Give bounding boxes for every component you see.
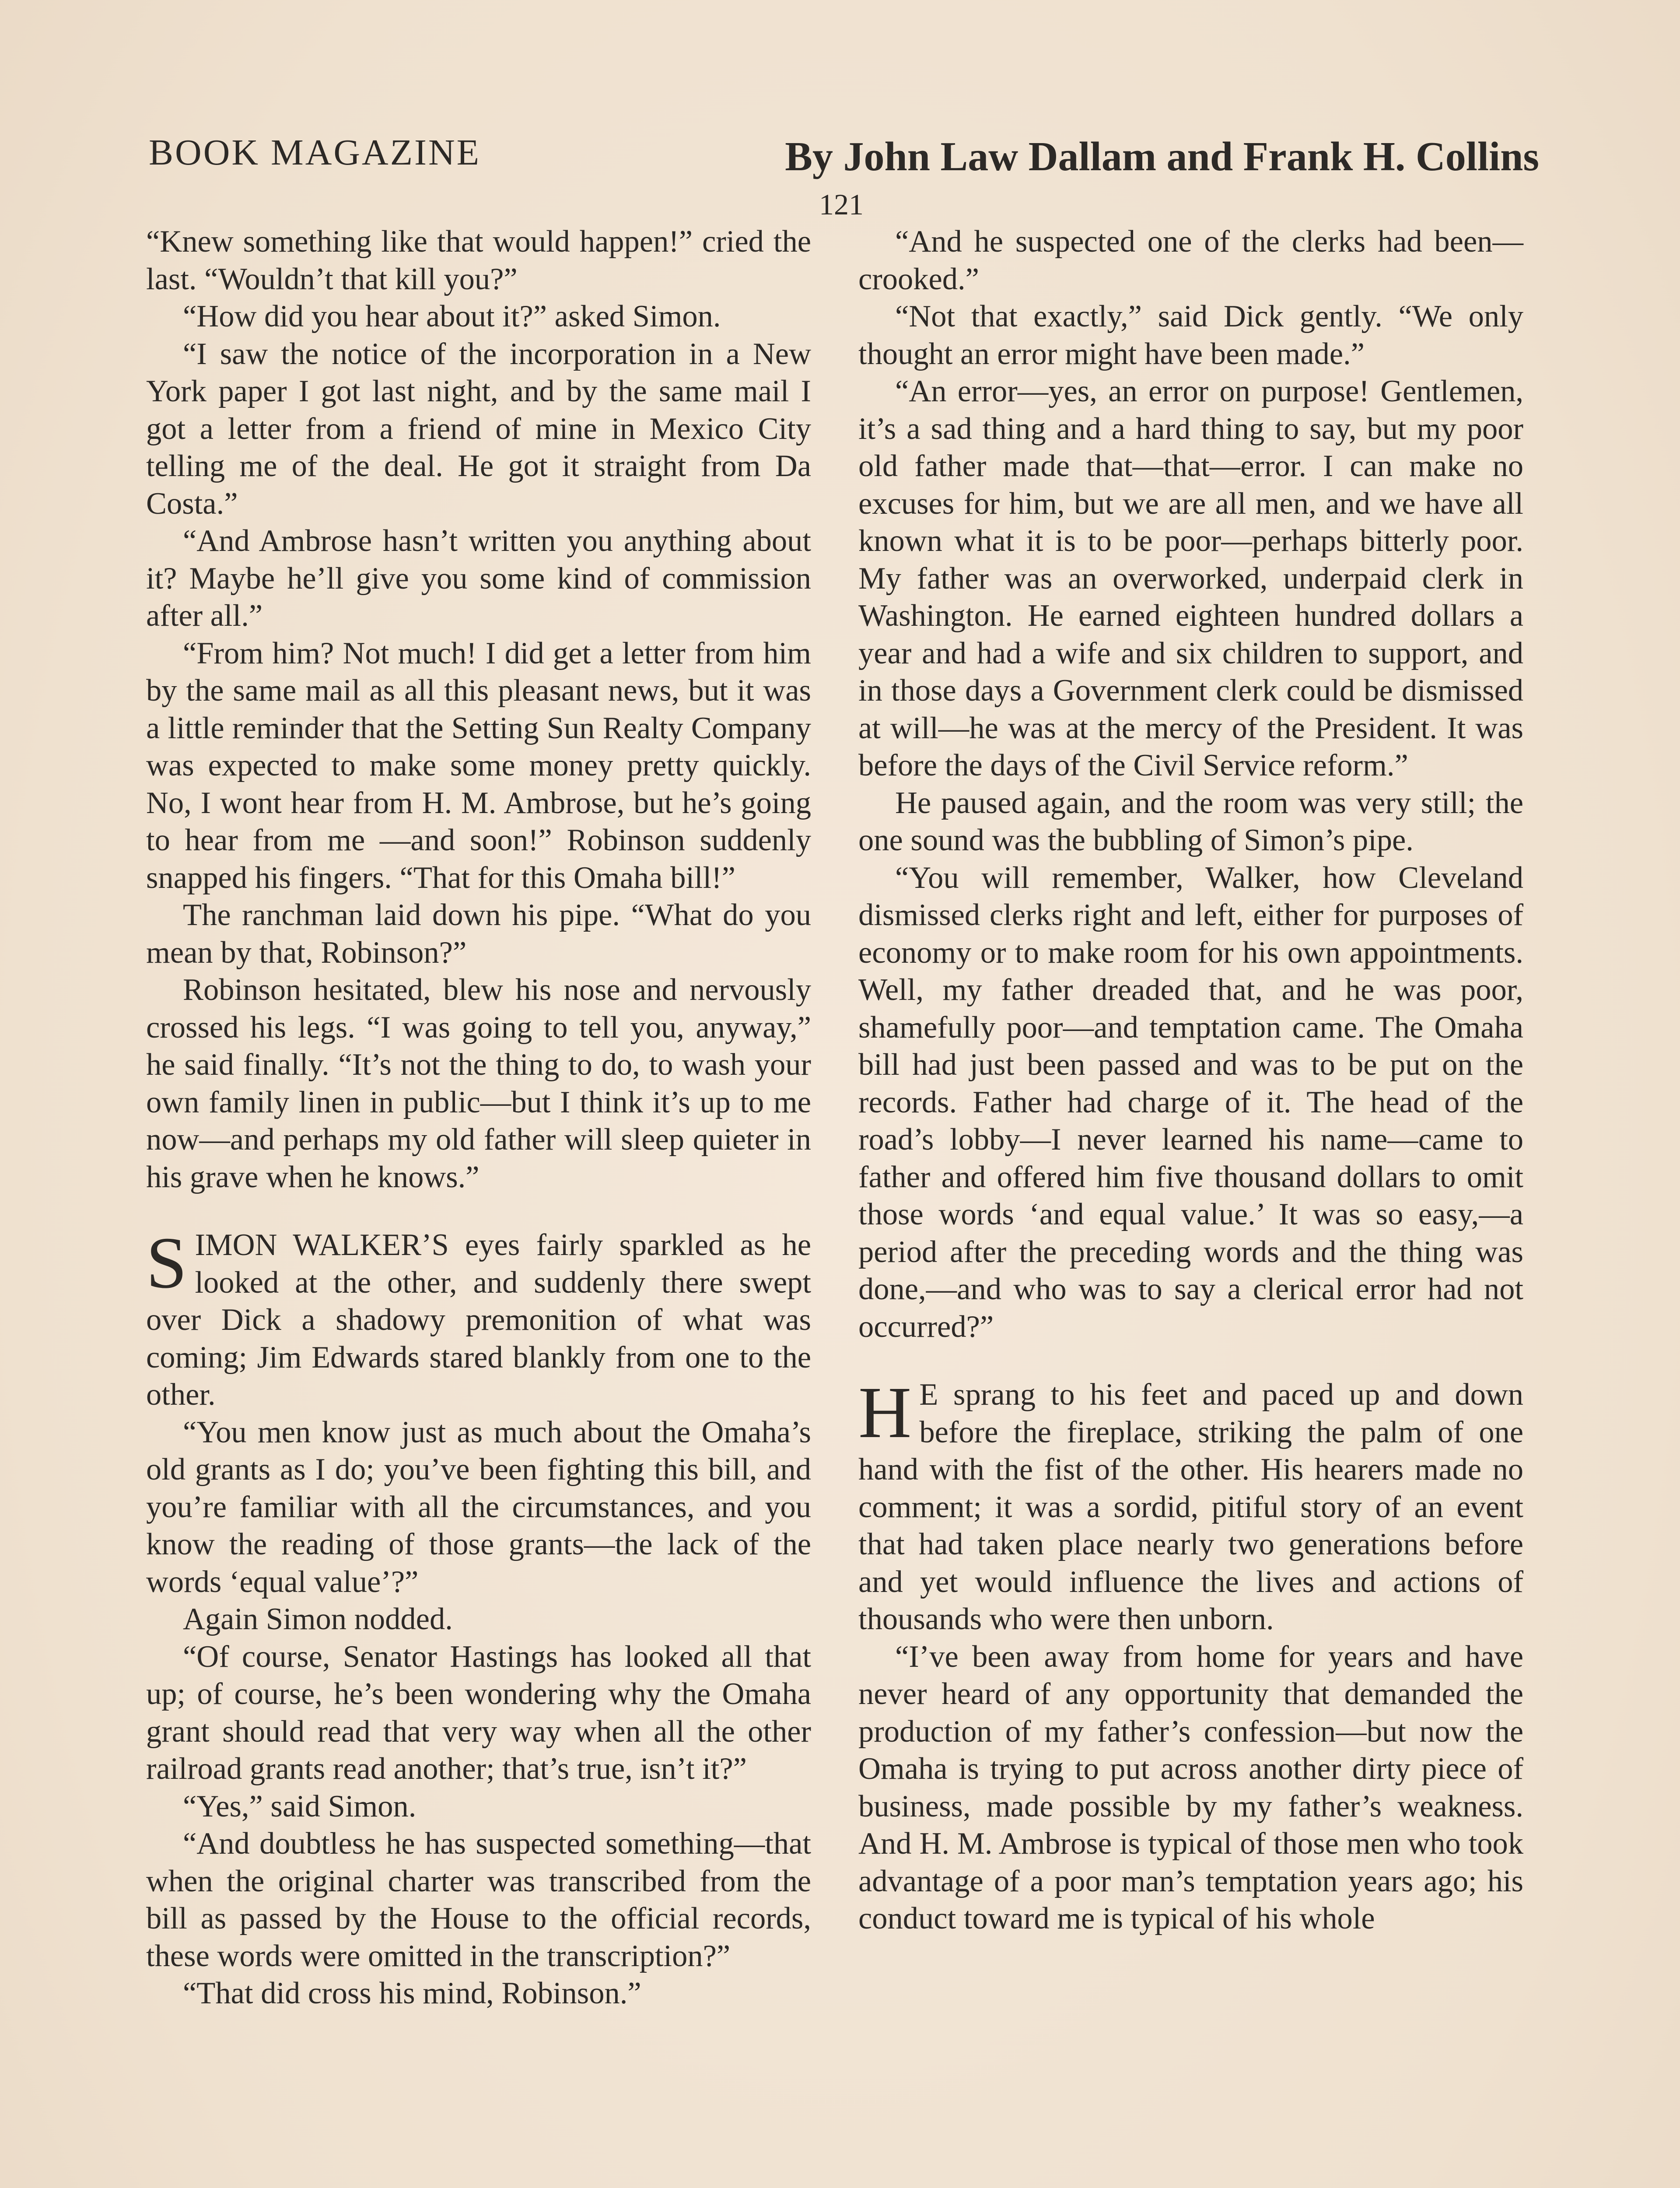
paragraph: “That did cross his mind, Robinson.” [183,1976,641,2010]
paragraph: “I saw the notice of the incorporation in a New York paper I got last night, and by the same mail I got a letter from a friend of mine in Mexico City telling me of the deal. He got it straight from Da Costa.” [146,337,811,521]
page-number: 121 [819,188,864,221]
section-paragraph: SIMON WALKER’S eyes fairly sparkled as he looked at the other, and suddenly there swept over Dick a shadowy premonition of what was coming; Jim Edwards stared blankly from one to the other. [146,1222,811,1412]
paragraph: “How did you hear about it?” asked Simon. [183,299,721,333]
paragraph: “And he suspected one of the clerks had been—crooked.” [858,224,1523,296]
paragraph: “From him? Not much! I did get a letter from him by the same mail as all this pleasant news, but it was a little reminder that the Setting Sun Realty Company was expected to make some money pretty quickly. No, I wont hear from H. M. Ambrose, but he’s going to hear from me —and soon!” Robinson suddenly snapped his fingers. “That for this Omaha bill!” [146,636,811,895]
paragraph: “Knew something like that would happen!” cried the last. “Wouldn’t that kill you?” [146,224,811,296]
paragraph: “And doubtless he has suspected something—that when the original charter was transcribed from the bill as passed by the House to the official records, these words were omitted in the transcription?” [146,1827,811,1973]
paragraph: “And Ambrose hasn’t written you anything about it? Maybe he’ll give you some kind of commission after all.” [146,524,811,633]
paragraph: Again Simon nodded. [183,1602,453,1636]
paragraph: “You men know just as much about the Omaha’s old grants as I do; you’ve been fighting this bill, and you’re familiar with all the circumstances, and you know the reading of those grants—the lack of the words ‘equal value’?” [146,1415,811,1599]
paragraph: “I’ve been away from home for years and have never heard of any opportunity that demanded the production of my father’s confession—but now the Omaha is trying to put across another dirty piece of business, made possible by my father’s weakness. And H. M. Ambrose is typical of those men who took advantage of a poor man’s temptation years ago; his conduct toward me is typical of his whole [858,1639,1523,1936]
paragraph: He paused again, and the room was very still; the one sound was the bubbling of Simon’s pipe. [858,785,1523,857]
paragraph: “Not that exactly,” said Dick gently. “We only thought an error might have been made.” [858,299,1523,371]
byline: By John Law Dallam and Frank H. Collins [785,134,1539,179]
paragraph: “Of course, Senator Hastings has looked all that up; of course, he’s been wondering why the Omaha grant should read that very way when all the other railroad grants read another; that’s true, isn’t it?” [146,1639,811,1786]
section-paragraph: HE sprang to his feet and paced up and down before the fireplace, striking the palm of one hand with the fist of the other. His hearers made no comment; it was a sordid, pitiful story of an event that had taken place nearly two generations before and yet would influence the lives and actions of thousands who were then unborn. [858,1372,1523,1636]
paragraph: Robinson hesitated, blew his nose and nervously crossed his legs. “I was going to tell you, anyway,” he said finally. “It’s not the thing to do, to wash your own family linen in public—but I think it’s up to me now—and perhaps my old father will sleep quieter in his grave when he knows.” [146,973,811,1194]
paragraph: “An error—yes, an error on purpose! Gentlemen, it’s a sad thing and a hard thing to say, but my poor old father made that—that—error. I can make no excuses for him, but we are all men, and we have all known what it is to be poor—perhaps bitterly poor. My father was an overworked, underpaid clerk in Washington. He earned eighteen hundred dollars a year and had a wife and six children to support, and in those days a Government clerk could be dismissed at will—he was at the mercy of the President. It was before the days of the Civil Service reform.” [858,374,1523,782]
paragraph: “You will remember, Walker, how Cleveland dismissed clerks right and left, either for purposes of economy or to make room for his own appointments. Well, my father dreaded that, and he was poor, shamefully poor—and temptation came. The Omaha bill had just been passed and was to be put on the records. Father had charge of it. The head of the road’s lobby—I never learned his name—came to father and offered him five thousand dollars to omit those words ‘and equal value.’ It was so easy,—a period after the preceding words and the thing was done,—and who was to say a clerical error had not occurred?” [858,860,1523,1344]
left-column [146,223,811,2013]
paragraph: “Yes,” said Simon. [183,1789,416,1823]
publication-title: BOOK MAGAZINE [149,132,481,173]
right-column [858,223,1523,1938]
paragraph: The ranchman laid down his pipe. “What do you mean by that, Robinson?” [146,898,811,970]
